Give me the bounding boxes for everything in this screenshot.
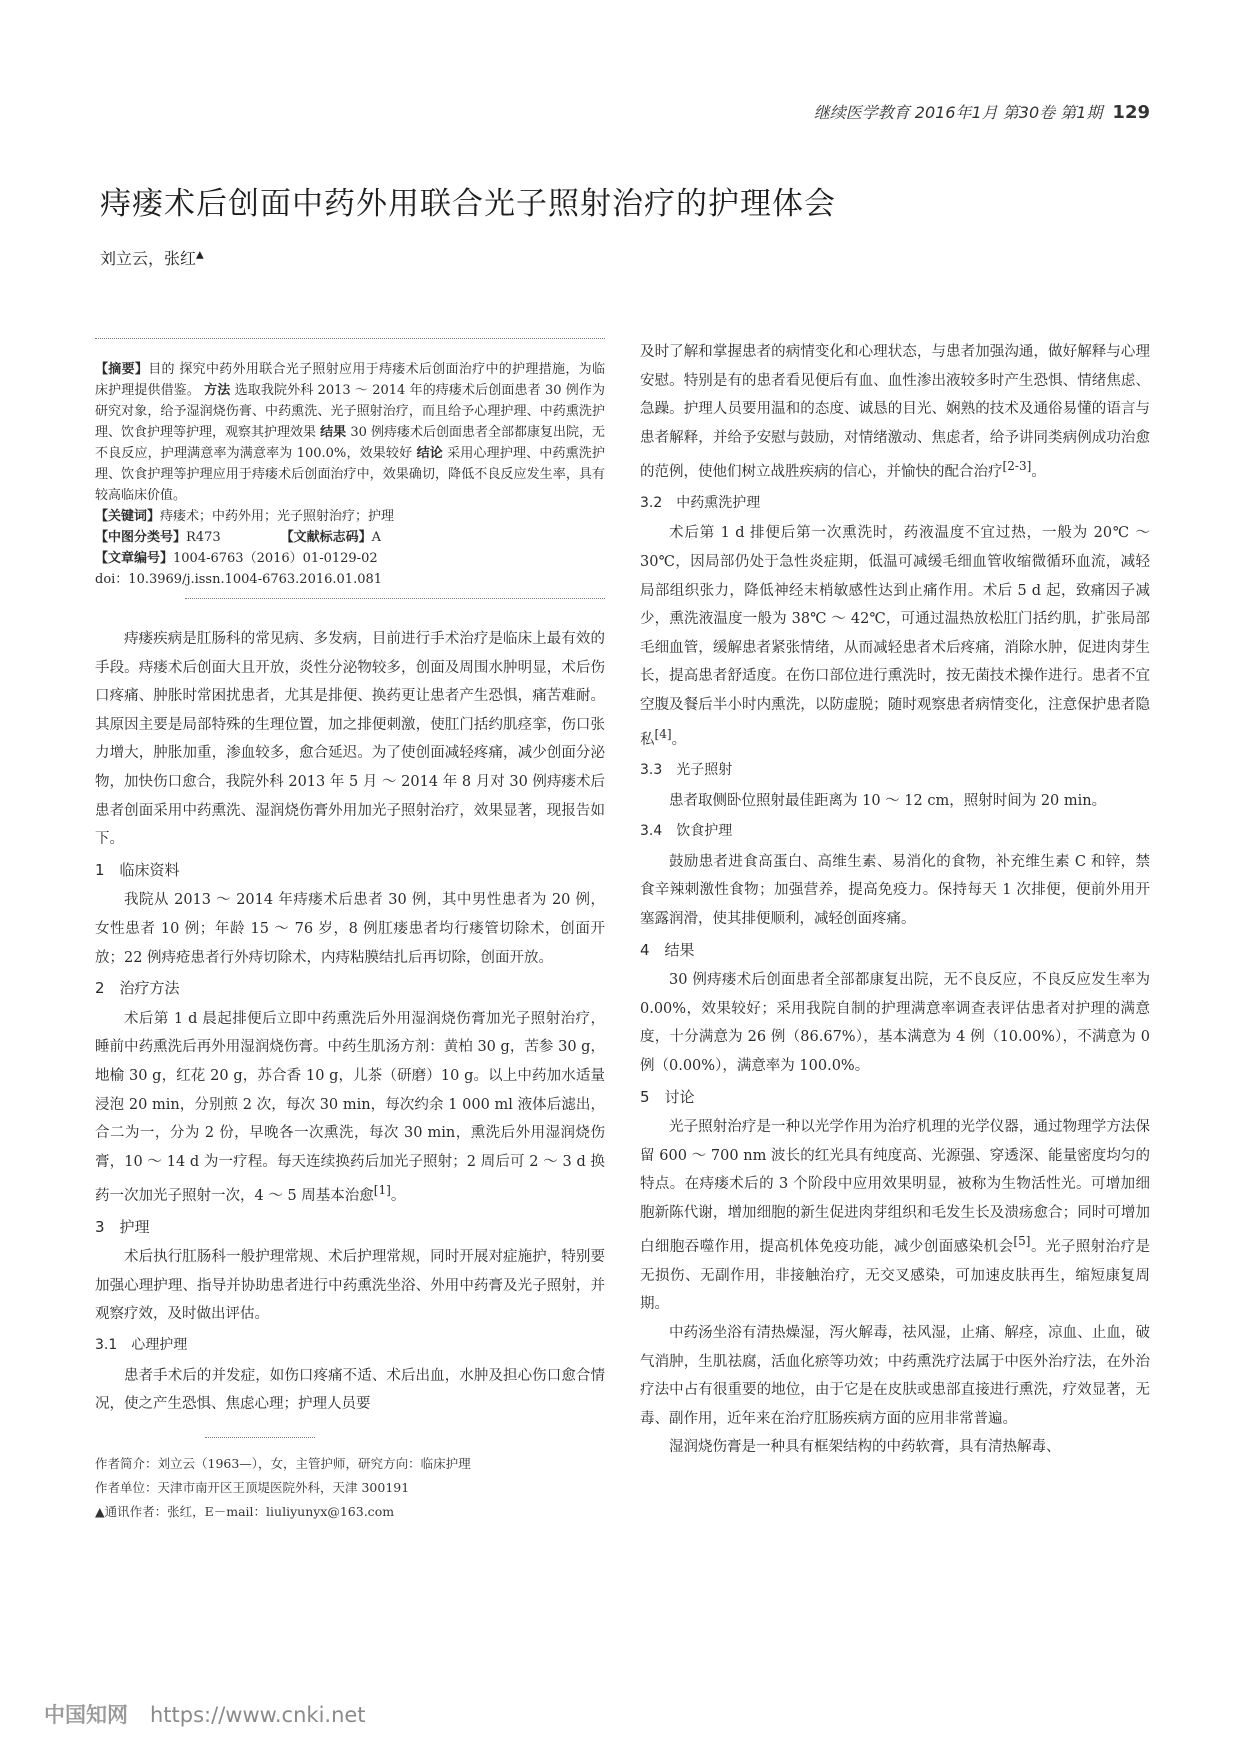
section-1-paragraph: 我院从 2013 ～ 2014 年痔瘘术后患者 30 例，其中男性患者为 20 例，女性患者 10 例；年龄 15 ～ 76 岁，8 例肛瘘患者均行瘘管切除术，创面开放；22 例痔疮患者行外痔切除术，内痔粘膜结扎后再切除，创面开放。 — [95, 892, 605, 966]
footnote-affiliation: 作者单位：天津市南开区王顶堤医院外科，天津 300191 — [95, 1479, 410, 1495]
subsection-3-3-paragraph: 患者取侧卧位照射最佳距离为 10 ～ 12 cm，照射时间为 20 min。 — [669, 792, 1107, 809]
subsection-3-1-end: 。 — [1031, 464, 1046, 481]
page-number: 129 — [1112, 102, 1150, 123]
article-number-line — [95, 548, 605, 569]
abstract-conclusion-label: 结论 — [416, 446, 443, 461]
subsection-heading-3-3: 3.3 光子照射 — [640, 761, 733, 778]
doc-code-label: 【文献标志码】 — [280, 530, 372, 545]
article-number-label: 【文章编号】 — [95, 551, 174, 566]
classification-line — [95, 527, 605, 548]
section-5-paragraph-2: 中药汤坐浴有清热燥湿，泻火解毒，祛风湿，止痛、解痉，凉血、止血，破气消肿，生肌祛腐，活血化瘀等功效；中药熏洗疗法属于中医外治疗法，在外治疗法中占有很重要的地位，由于它是在皮肤或患部直接进行熏洗，疗效显著，无毒、副作用，近年来在治疗肛肠疾病方面的应用非常普遍。 — [640, 1325, 1150, 1427]
intro-paragraph: 痔瘘疾病是肛肠科的常见病、多发病，目前进行手术治疗是临床上最有效的手段。痔瘘术后创面大且开放，炎性分泌物较多，创面及周围水肿明显，术后伤口疼痛、肿胀时常困扰患者，尤其是排便、换药更让患者产生恐惧，痛苦难耐。其原因主要是局部特殊的生理位置，加之排便刺激，使肛门括约肌痉挛，伤口张力增大，肿胀加重，渗血较多，愈合延迟。为了使创面减轻疼痛，减少创面分泌物，加快伤口愈合，我院外科 2013 年 5 月 ～ 2014 年 8 月对 30 例痔瘘术后患者创面采用中药熏洗、湿润烧伤膏外用加光子照射治疗，效果显著，现报告如下。 — [95, 631, 605, 848]
subsection-3-4-paragraph: 鼓励患者进食高蛋白、高维生素、易消化的食物，补充维生素 C 和锌，禁食辛辣刺激性食物；加强营养，提高免疫力。保持每天 1 次排便，便前外用开塞露润滑，使其排便顺利，减轻创面疼痛。 — [640, 853, 1150, 927]
abstract — [95, 359, 605, 506]
keywords: 痔瘘术；中药外用；光子照射治疗；护理 — [160, 509, 395, 524]
abstract-method: 选取我院外科 2013 ～ 2014 年的痔瘘术后创面患者 30 例作为研究对象，给予湿润烧伤膏、中药熏洗、光子照射治疗，而且给予心理护理、中药熏洗护理、饮食护理等护理，观察其护理效果 — [95, 383, 605, 440]
cnki-url: https://www.cnki.net — [150, 1703, 366, 1727]
section-heading-3: 3 护理 — [95, 1217, 150, 1236]
doc-code: A — [371, 530, 382, 545]
subsection-3-1-paragraph: 患者手术后的并发症，如伤口疼痛不适、术后出血，水肿及担心伤口愈合情况，使之产生恐惧、焦虑心理；护理人员要 — [95, 1367, 605, 1413]
keywords-line — [95, 506, 605, 527]
article-number: 1004-6763（2016）01-0129-02 — [173, 551, 378, 566]
article-title: 痔瘘术后创面中药外用联合光子照射治疗的护理体会 — [100, 186, 836, 222]
abstract-conclusion: 采用心理护理、中药熏洗护理、饮食护理等护理应用于痔瘘术后创面治疗中，效果确切，降低不良反应发生率，具有较高临床价值。 — [95, 446, 605, 503]
subsection-3-2-text: 术后第 1 d 排便后第一次熏洗时，药液温度不宜过热，一般为 20℃ ～ 30℃，因局部仍处于急性炎症期，低温可减缓毛细血管收缩微循环血流，减轻局部组织张力，降低神经末梢敏感性达到止痛作用。术后 5 d 起，致痛因子减少，熏洗液温度一般为 38℃ ～ 42℃，可通过温热放松肛门括约肌，扩张局部毛细血管，缓解患者紧张情绪，从而减轻患者术后疼痛，消除水肿，促进肉芽生长，提高患者舒适度。在伤口部位进行熏洗时，按无菌技术操作进行。患者不宜空腹及餐后半小时内熏洗，以防虚脱；随时观察患者病情变化，注意保护患者隐私 — [640, 525, 1150, 748]
clc-label: 【中图分类号】 — [95, 530, 187, 545]
footnotes — [95, 1452, 605, 1524]
section-heading-1: 1 临床资料 — [95, 860, 180, 879]
doi: doi：10.3969/j.issn.1004-6763.2016.01.081 — [95, 572, 383, 587]
footnote-divider — [205, 1437, 315, 1438]
subsection-heading-3-1: 3.1 心理护理 — [95, 1337, 188, 1354]
left-column — [95, 338, 605, 1524]
section-heading-5: 5 讨论 — [640, 1087, 695, 1106]
section-2-end: 。 — [390, 1188, 406, 1205]
section-2-paragraph — [95, 1005, 605, 1211]
right-column — [640, 338, 1150, 1462]
section-5-text-1-end: 。光子照射治疗是无损伤、无副作用，非接触治疗，无交叉感染，可加速皮肤再生，缩短康复周期。 — [640, 1239, 1151, 1313]
footnote-author-intro: 作者简介：刘立云（1963—），女，主管护师，研究方向：临床护理 — [95, 1455, 471, 1471]
section-2-text: 术后第 1 d 晨起排便后立即中药熏洗后外用湿润烧伤膏加光子照射治疗，睡前中药熏洗后再外用湿润烧伤膏。中药生肌汤方剂：黄柏 30 g，苦参 30 g，地榆 30 g，红花 20 g，苏合香 10 g，儿茶（研磨）10 g。以上中药加水适量浸泡 20 min，分别煎 2 次，每次 30 min，每次约余 1 000 ml 液体后滤出，合二为一，分为 2 份，早晚各一次熏洗，每次 30 min，熏洗后外用湿润烧伤膏，10 ～ 14 d 为一疗程。每天连续换药后加光子照射；2 周后可 2 ～ 3 d 换药一次加光子照射一次，4 ～ 5 周基本治愈 — [95, 1010, 605, 1205]
abstract-result: 30 例痔瘘术后创面患者全部都康复出院，无不良反应，护理满意率为满意率为 100.0%，效果较好 — [95, 425, 605, 461]
section-5-text-1: 光子照射治疗是一种以光学作用为治疗机理的光学仪器，通过物理学方法保留 600 ～ 700 nm 波长的红光具有纯度高、光源强、穿透深、能量密度均匀的特点。在痔瘘术后的 3 个阶段中应用效果明显，被称为生物活性光。可增加细胞新陈代谢，增加细胞的新生促进肉芽组织和毛发生长及溃疡愈合；同时可增加白细胞吞噬作用，提高机体免疫功能，减少创面感染机会 — [640, 1119, 1150, 1256]
author-line — [100, 246, 204, 269]
section-5-paragraph-1 — [640, 1113, 1150, 1319]
abstract-divider-bottom — [185, 598, 605, 599]
citation-5: [5] — [1013, 1234, 1031, 1249]
abstract-divider-top — [95, 338, 605, 339]
footnote-correspondence: ▲通讯作者：张红，E－mail：liuliyunyx@163.com — [95, 1503, 395, 1519]
keywords-label: 【关键词】 — [95, 509, 161, 524]
abstract-result-label: 结果 — [320, 425, 347, 440]
section-3-paragraph: 术后执行肛肠科一般护理常规、术后护理常规，同时开展对症施护，特别要加强心理护理、指导并协助患者进行中药熏洗坐浴、外用中药膏及光子照射，并观察疗效，及时做出评估。 — [95, 1249, 605, 1323]
running-head — [814, 100, 1150, 123]
abstract-method-label: 方法 — [204, 383, 231, 398]
corresponding-author-mark: ▲ — [196, 249, 204, 261]
authors: 刘立云，张红 — [100, 249, 197, 268]
cnki-watermark — [44, 1699, 366, 1729]
section-heading-4: 4 结果 — [640, 940, 695, 959]
section-5-paragraph-3: 湿润烧伤膏是一种具有框架结构的中药软膏，具有清热解毒、 — [669, 1439, 1061, 1456]
subsection-3-1-continued-text: 及时了解和掌握患者的病情变化和心理状态，与患者加强沟通，做好解释与心理安慰。特别是有的患者看见便后有血、血性渗出液较多时产生恐惧、情绪焦虑、急躁。护理人员要用温和的态度、诚恳的目光、娴熟的技术及通俗易懂的语言与患者解释，并给予安慰与鼓励，对情绪激动、焦虑者，给予讲同类病例成功治愈的范例，使他们树立战胜疾病的信心，并愉快的配合治疗 — [640, 344, 1150, 481]
journal-citation: 继续医学教育 2016年1月 第30卷 第1期 — [813, 103, 1103, 122]
citation-1: [1] — [373, 1183, 391, 1198]
section-4-paragraph: 30 例痔瘘术后创面患者全部都康复出院，无不良反应，不良反应发生率为 0.00%，效果较好；采用我院自制的护理满意率调查表评估患者对护理的满意度，十分满意为 26 例（86.67%），基本满意为 4 例（10.00%），不满意为 0 例（0.00%），满意率为 100.0%。 — [640, 972, 1150, 1074]
abstract-objective: 目的 探究中药外用联合光子照射应用于痔瘘术后创面治疗中的护理措施，为临床护理提供借鉴。 — [95, 362, 605, 398]
subsection-3-2-end: 。 — [671, 731, 687, 748]
subsection-3-2-paragraph — [640, 519, 1150, 754]
article-metadata — [95, 506, 605, 590]
abstract-label: 【摘要】 — [95, 362, 149, 377]
citation-4: [4] — [654, 726, 672, 741]
section-heading-2: 2 治疗方法 — [95, 979, 180, 998]
subsection-heading-3-2: 3.2 中药熏洗护理 — [640, 494, 761, 511]
subsection-heading-3-4: 3.4 饮食护理 — [640, 823, 733, 840]
cnki-logo: 中国知网 — [44, 1703, 128, 1727]
clc-code: R473 — [186, 530, 221, 545]
citation-2-3: [2-3] — [1002, 459, 1032, 474]
subsection-3-1-continued — [640, 338, 1150, 487]
